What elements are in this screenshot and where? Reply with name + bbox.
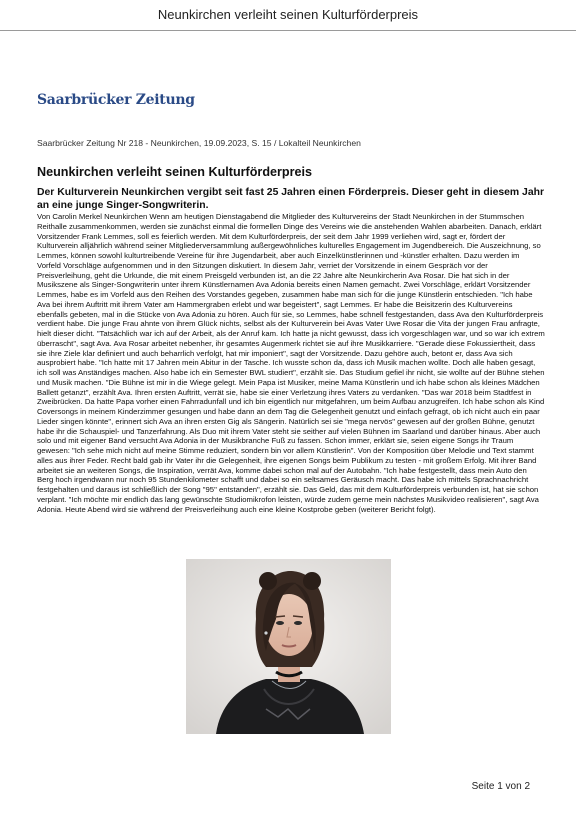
source-line: Saarbrücker Zeitung Nr 218 - Neunkirchen, 19.09.2023, S. 15 / Lokalteil Neunkirchen [37,138,361,148]
portrait-image [186,559,391,734]
article-headline: Neunkirchen verleiht seinen Kulturförderpreis [37,165,313,179]
article-lead: Der Kulturverein Neunkirchen vergibt seit fast 25 Jahren einen Förderpreis. Dieser geht in diesem Jahr an eine junge Singer-Songwriterin. [37,187,545,211]
page-header: Neunkirchen verleiht seinen Kulturförderpreis [0,0,576,31]
newspaper-logo: Saarbrücker Zeitung [37,92,195,108]
article-photo [186,559,391,734]
page-indicator: Seite 1 von 2 [471,781,530,792]
article-body: Von Carolin Merkel Neunkirchen Wenn am heutigen Dienstagabend die Mitglieder des Kulturvereins der Stadt Neunkirchen in der Stummschen Reithalle zusammenkommen, werden sie zunächst einmal die formellen Dinge des Vereins wie die anstehenden Wahlen abarbeiten. Danach, erklärt Vorsitzender Frank Lemmes, soll es feierlich werden. Mit dem Kulturförderpreis, der seit dem Jahr 1999 verliehen wird, sagt er, fördert der Kulturverein alljährlich während seiner Mitgliederversammlung außergewöhnliches kulturelles Engagement im Jugendbereich. Die Auszeichnung, so Lemmes, können sowohl kulturtreibende Vereine für ihre Jugendarbeit, aber auch Einzelkünstlerinnen und -künstler erhalten. Dazu werden im Vorfeld Vorschläge aufgenommen und in den Sitzungen diskutiert. In diesem Jahr, verriet der Vorsitzende in einem Gespräch vor der Preisverleihung, geht die Urkunde, die mit einem Preisgeld verbunden ist, an die 22 Jahre alte Neunkircherin Ava Rosar. Die hat sich in der Musikszene als Singer-Songwriterin unter ihrem Künstlernamen Ava Adonia bereits einen Namen gemacht. Zwei Vorschläge, erklärt Vorsitzender Lemmes, habe es im Vorfeld aus den Reihen des Vorstandes gegeben, zusammen habe man sich für die junge Künstlerin entschieden. "Ich habe Ava bei ihrem Auftritt mit ihrem Vater am Hammergraben erlebt und war begeistert", sagt Lemmes. Er habe die Beisitzerin des Kulturvereins ebenfalls gebeten, mal in die Stücke von Ava Adonia zu hören. Auch für sie, so Lemmes, habe schnell festgestanden, dass Ava den Kulturförderpreis verdient habe. Die junge Frau ahnte von ihrem Glück nichts, selbst als der Kulturverein bei Avas Vater Uwe Rosar die Vita der jungen Frau anfragte, hielt dieser dicht. "Tatsächlich war ich auf der Arbeit, als der Anruf kam. Ich hatte ja nicht gewusst, dass ich vorgeschlagen war, und so war ich extrem überrascht", sagt Ava. Ava Rosar arbeitet nebenher, ihr gesamtes Augenmerk richtet sie auf ihre Musikkarriere. "Gerade diese Fokussiertheit, dass sie ihre Ziele klar definiert und auch beharrlich verfolgt, hat mir imponiert", sagt der Vorsitzende. Dazu gehöre auch, betont er, dass Ava sich ausprobiert habe. "Ich hatte mit 17 Jahren mein Abitur in der Tasche. Ich wusste schon da, dass ich Musik machen wollte. Doch alle haben gesagt, ich soll was Anständiges machen. Also habe ich ein Semester BWL studiert", erzählt sie. Das Studium gefiel ihr nicht, sie wollte auf der Bühne stehen und Musik machen. "Die Bühne ist mir in die Wiege gelegt. Mein Papa ist Musiker, meine Mama Künstlerin und ich habe schon als kleines Mädchen Ballett getanzt", erzählt Ava. Ihren ersten Auftritt, verrät sie, habe sie einer Verletzung ihres Vaters zu verdanken. "Das war 2018 beim Stadtfest in Zweibrücken. Da hatte Papa vorher einen Fahrradunfall und ich bin eigentlich nur mitgefahren, um beim Aufbau anzugreifen. Ich habe schon als Kind Coversongs in meinem Kinderzimmer gesungen und habe dann an dem Tag die Gelegenheit genutzt und einfach gefragt, ob ich nicht auch ein paar Lieder singen könnte", erinnert sich Ava an ihren ersten Gig als Sängerin. Natürlich sei sie "mega nervös" gewesen auf der großen Bühne, genutzt habe ihr die Schauspiel- und Tanzerfahrung. Als Duo mit ihrem Vater steht sie seither auf vielen Bühnen im Saarland und darüber hinaus. Aber auch solo und mit eigener Band versucht Ava Adonia in der Musikbranche Fuß zu fassen. Schon immer, erklärt sie, seien eigene Songs ihr Traum gewesen: "Ich sehe mich nicht auf meine Stimme reduziert, sondern bin vor allem Künstlerin". Von der Komposition über Melodie und Text stammt alles aus ihrer Feder. Recht bald gab ihr Vater ihr die Gelegenheit, ihre eigenen Songs beim Publikum zu testen - mit großem Erfolg. Mit ihrer Band arbeitet sie an weiteren Songs, die Inspiration, verrät Ava, komme dabei schon mal auf der Autobahn. "Ich habe festgestellt, dass mein Auto den Berg hoch irgendwann nur noch 95 Stundenkilometer schafft und dabei so ein seltsames Geräusch macht. Das habe ich mittels Sprachnachricht festgehalten und daraus ist schließlich der Song "95" entstanden", erzählt sie. Das Geld, das mit dem Kulturförderpreis verbunden ist, hat sie schon verplant. "Ich möchte mir endlich das lang gewünschte Studiomikrofon leisten, würde zudem gerne mein nächstes Musikvideo realisieren", sagt Ava Adonia. Heute Abend wird sie während der Preisverleihung auch eine kleine Kostprobe geben (weiterer Bericht folgt). [37,212,545,514]
